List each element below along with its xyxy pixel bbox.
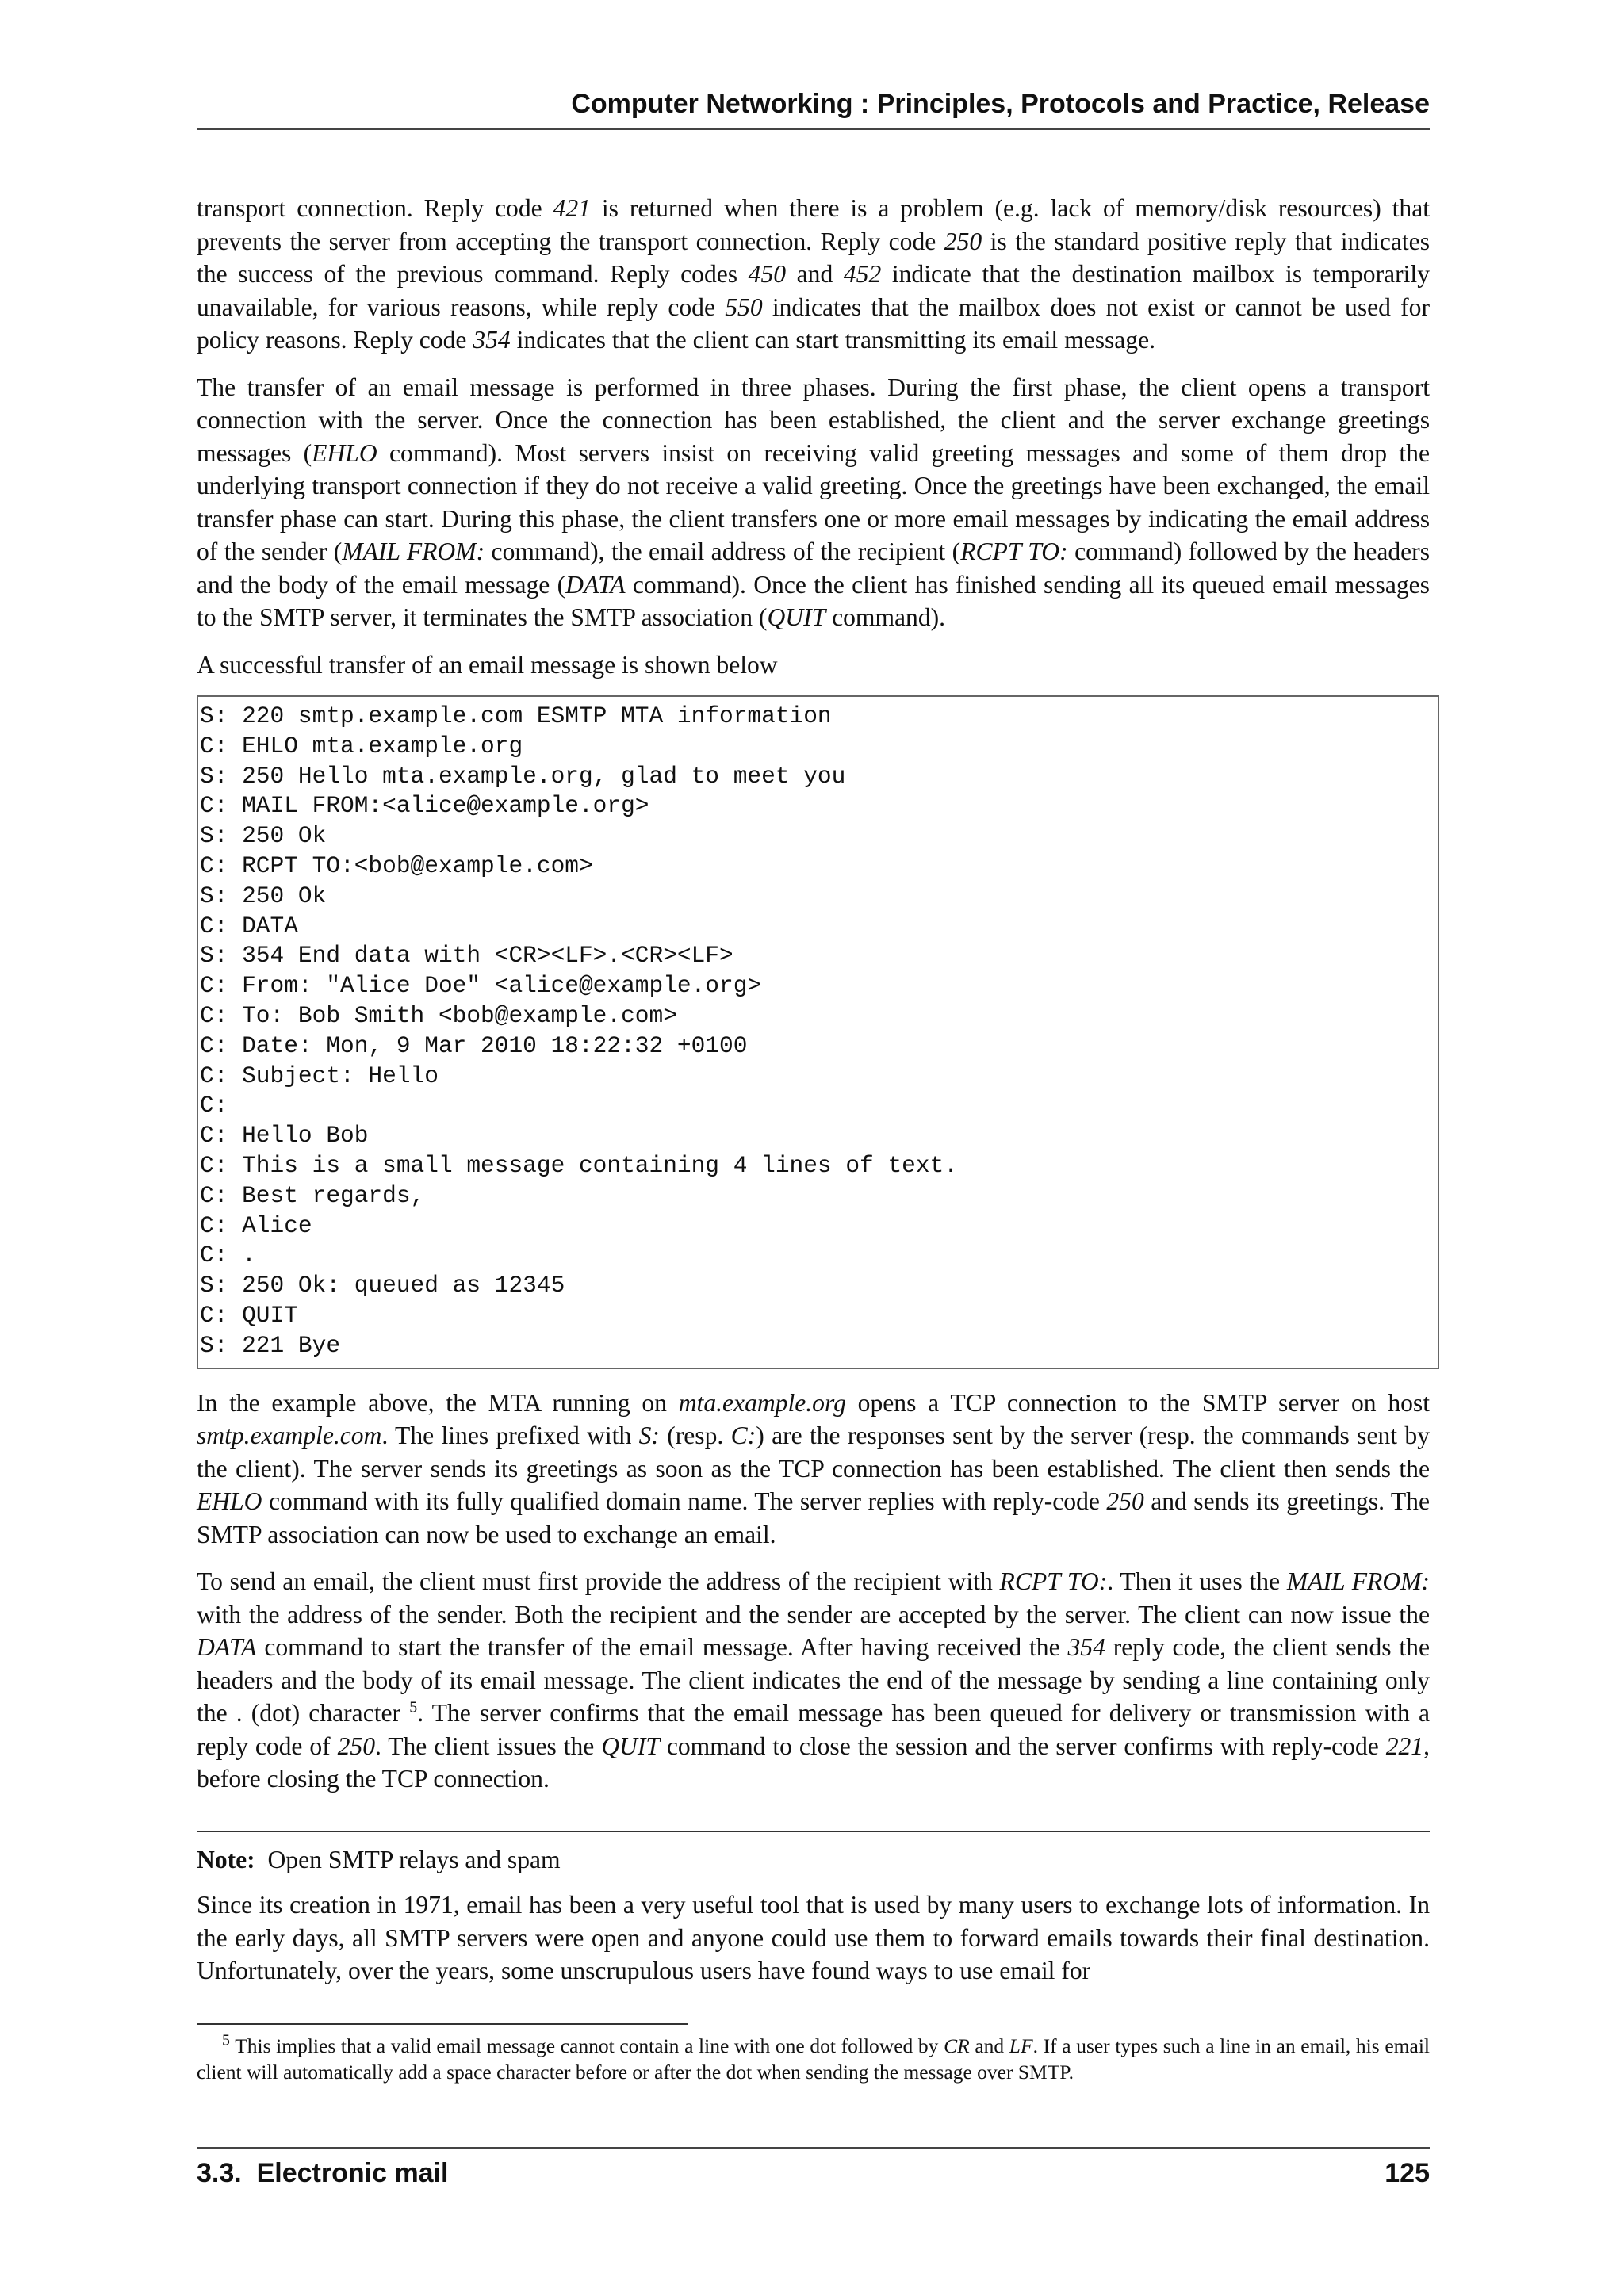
code-line: C: Hello Bob	[200, 1122, 369, 1150]
text-run: indicate that the destination mailbox is temporarily unavailable, for various reasons, while reply code	[197, 260, 1430, 321]
text-run: indicates that the client can start transmitting its email message.	[510, 326, 1156, 354]
note-label: Note:	[197, 1845, 255, 1873]
italic-term: EHLO	[197, 1487, 262, 1516]
italic-term: 450	[748, 260, 787, 288]
code-line: S: 250 Ok: queued as 12345	[200, 1272, 565, 1299]
code-line: C: To: Bob Smith <bob@example.com>	[200, 1001, 677, 1029]
footnote-area	[197, 2023, 1430, 2085]
text-run: is the standard positive reply that indicates the success of the previous command. Reply codes	[197, 227, 1430, 288]
code-line: C: QUIT	[200, 1301, 298, 1329]
text-run: . The client issues the	[374, 1732, 602, 1760]
italic-term: 221	[1385, 1732, 1424, 1760]
italic-term: 250	[1106, 1487, 1144, 1516]
text-run: command).	[825, 603, 946, 631]
text-run: This implies that a valid email message cannot contain a line with one dot followed by	[230, 2034, 944, 2057]
italic-term: EHLO	[312, 438, 377, 467]
italic-term: 452	[843, 260, 882, 288]
code-line: S: 250 Hello mta.example.org, glad to meet you	[200, 762, 846, 790]
italic-term: RCPT TO:	[960, 538, 1068, 565]
code-line: C: DATA	[200, 912, 298, 939]
italic-term: smtp.example.com	[197, 1422, 382, 1450]
text-run: command with its fully qualified domain name. The server replies with reply-code	[262, 1487, 1107, 1516]
footnote-5	[197, 2033, 1430, 2085]
italic-term: C:	[730, 1422, 756, 1450]
text-run: with the address of the sender. Both the recipient and the sender are accepted by the server. The client can now issue the	[197, 1600, 1430, 1628]
italic-term: mta.example.org	[678, 1388, 846, 1417]
code-line: C: EHLO mta.example.org	[200, 732, 523, 760]
code-line: C: .	[200, 1242, 256, 1269]
text-run: command to start the transfer of the email message. After having received the	[256, 1633, 1068, 1662]
italic-term: CR	[944, 2034, 970, 2057]
note-heading	[197, 1843, 1430, 1877]
code-line: C: Alice	[200, 1211, 312, 1239]
text-run: . The lines prefixed with	[381, 1422, 639, 1450]
italic-term: 250	[337, 1732, 375, 1760]
code-line: S: 354 End data with <CR><LF>.<CR><LF>	[200, 942, 733, 970]
page-body	[197, 192, 1430, 2002]
italic-term: S:	[638, 1422, 660, 1450]
code-line: C: MAIL FROM:<alice@example.org>	[200, 792, 649, 820]
italic-term: DATA	[565, 570, 626, 599]
note-title: Open SMTP relays and spam	[267, 1845, 561, 1873]
code-line: S: 250 Ok	[200, 822, 327, 850]
text-run: . The server confirms that the email message has been queued for delivery or transmission with a reply code of	[197, 1699, 1431, 1760]
running-header: Computer Networking : Principles, Protocols and Practice, Release	[571, 89, 1430, 119]
italic-term: 354	[473, 326, 511, 354]
paragraph-reply-codes	[197, 192, 1430, 357]
text-run: , before closing the TCP connection.	[197, 1732, 1430, 1793]
italic-term: 354	[1067, 1633, 1105, 1662]
text-run: (resp.	[659, 1422, 731, 1450]
text-run: In the example above, the MTA running on	[197, 1388, 679, 1417]
italic-term: QUIT	[601, 1732, 660, 1760]
paragraph-send-email	[197, 1565, 1430, 1796]
italic-term: RCPT TO:	[999, 1567, 1108, 1596]
code-line: S: 250 Ok	[200, 882, 327, 909]
text-run: and	[969, 2034, 1009, 2057]
text-run: command) followed by the headers and the body of the email message (	[197, 538, 1430, 599]
italic-term: 421	[553, 194, 591, 222]
italic-term: DATA	[197, 1633, 257, 1662]
footnote-marker: 5	[409, 1698, 418, 1716]
italic-term: QUIT	[767, 603, 826, 631]
document-page	[197, 0, 1430, 2296]
italic-term: LF	[1009, 2034, 1033, 2057]
text-run: The transfer of an email message is performed in three phases. During the first phase, the client opens a transport connection with the server. Once the connection has been established, the client and the server exchange greetings messages (	[197, 373, 1430, 467]
code-line: C: Best regards,	[200, 1181, 425, 1209]
text-run: transport connection. Reply code	[197, 194, 553, 222]
code-line: C: Date: Mon, 9 Mar 2010 18:22:32 +0100	[200, 1031, 748, 1059]
text-run: . If a user types such a line in an email, his email client will automatically add a space character before or after the dot when sending the message over SMTP.	[197, 2034, 1430, 2084]
italic-term: MAIL FROM:	[342, 538, 485, 565]
footnote-rule	[197, 2023, 688, 2025]
text-run: . Then it uses the	[1107, 1567, 1287, 1596]
code-line: C: This is a small message containing 4 lines of text.	[200, 1151, 958, 1179]
paragraph-transfer-phases	[197, 371, 1430, 634]
smtp-example-code-block	[197, 695, 1439, 1369]
note-rule	[197, 1831, 1430, 1832]
text-run: ) are the responses sent by the server (resp. the commands sent by the client). The server sends its greetings as soon as the TCP connection has been established. The client then sends the	[197, 1422, 1430, 1483]
paragraph-example-intro	[197, 649, 1430, 682]
italic-term: 550	[725, 293, 763, 321]
code-line: C: Subject: Hello	[200, 1062, 439, 1089]
italic-term: 250	[944, 227, 982, 255]
footer-section-title: 3.3. Electronic mail	[197, 2158, 449, 2188]
paragraph-example-explanation	[197, 1387, 1430, 1552]
text-run: Since its creation in 1971, email has been a very useful tool that is used by many users to exchange lots of information. In the early days, all SMTP servers were open and anyone could use them to forward emails towards their final destination. Unfortunately, over the years, some unscrupulous users have found ways to use email for	[197, 1891, 1430, 1985]
text-run: command to close the session and the server confirms with reply-code	[659, 1732, 1386, 1760]
text-run: is returned when there is a problem (e.g. lack of memory/disk resources) that prevents the server from accepting the transport connection. Reply code	[197, 194, 1430, 255]
text-run: and sends its greetings. The SMTP association can now be used to exchange an email.	[197, 1487, 1431, 1548]
footer-page-number: 125	[1385, 2158, 1430, 2188]
text-run: opens a TCP connection to the SMTP server on host	[845, 1388, 1430, 1417]
code-line: C: RCPT TO:<bob@example.com>	[200, 851, 593, 879]
text-run: and	[786, 260, 844, 288]
text-run: command). Once the client has finished sending all its queued email messages to the SMTP server, it terminates the SMTP association (	[197, 570, 1430, 631]
header-rule	[197, 128, 1430, 130]
code-line: S: 221 Bye	[200, 1331, 341, 1359]
text-run: To send an email, the client must first provide the address of the recipient with	[197, 1567, 1000, 1596]
text-run: reply code, the client sends the headers and the body of its email message. The client indicates the end of the message by sending a line containing only the . (dot) character	[197, 1633, 1430, 1728]
footer-rule	[197, 2147, 1430, 2149]
text-run: command), the email address of the recipient (	[485, 538, 961, 565]
text-run: A successful transfer of an email message is shown below	[197, 650, 778, 679]
code-line: C:	[200, 1092, 228, 1119]
note-body	[197, 1888, 1430, 1988]
text-run: indicates that the mailbox does not exist or cannot be used for policy reasons. Reply code	[197, 293, 1430, 354]
code-line: C: From: "Alice Doe" <alice@example.org>	[200, 972, 762, 1000]
code-line: S: 220 smtp.example.com ESMTP MTA information	[200, 702, 832, 729]
footnote-marker: 5	[222, 2031, 230, 2049]
italic-term: MAIL FROM:	[1286, 1567, 1430, 1596]
text-run: command). Most servers insist on receiving valid greeting messages and some of them drop the underlying transport connection if they do not receive a valid greeting. Once the greetings have been exchanged, the email transfer phase can start. During this phase, the client transfers one or more email messages by indicating the email address of the sender (	[197, 438, 1430, 565]
